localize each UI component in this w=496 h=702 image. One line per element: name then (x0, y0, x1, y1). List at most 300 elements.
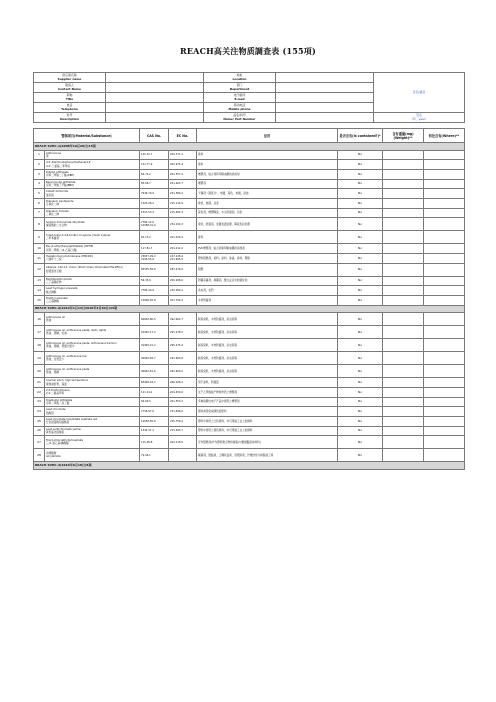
info-label (34, 93, 106, 103)
substance-cell (45, 378, 140, 388)
info-label-en: Mobile phone (228, 106, 251, 111)
contained-select[interactable]: No (338, 218, 383, 231)
contained-select[interactable]: No (338, 286, 383, 296)
ec-number: 204-118-5 (169, 436, 197, 449)
application-text: 生产乙甲酸盐产物和炸药之增塑剂 (197, 387, 338, 397)
where-input[interactable] (424, 244, 465, 254)
section-title: REACH SVHC-1(2008年10月28日)15项 (34, 143, 465, 151)
substance-name: Bis(tributyltin)oxide (46, 277, 72, 281)
info-row (34, 73, 465, 83)
substance-cell (45, 296, 140, 306)
substance-cell (45, 387, 140, 397)
row-number: 14 (34, 286, 45, 296)
application-text: 增塑剂 (197, 179, 338, 189)
cas-number: 7784-40-9 (140, 286, 169, 296)
substance-name: Cobalt dichloride (46, 190, 68, 194)
row-number: 17 (34, 326, 45, 339)
substance-name-cn: 邻苯二甲酸二(2-乙基己)酯 (46, 248, 77, 252)
substance-cell (45, 276, 140, 286)
table-row (34, 449, 465, 462)
signature-stamp-cell[interactable]: 签名/盖章 (374, 73, 465, 113)
contained-select[interactable]: No (338, 313, 383, 326)
weight-input[interactable] (383, 296, 424, 306)
cas-number: 84-69-5 (140, 397, 169, 407)
header-use: 应用 (197, 129, 338, 143)
cas-number: 7646-79-9 (140, 189, 169, 199)
contained-select[interactable]: No (338, 449, 383, 462)
weight-input[interactable] (383, 426, 424, 436)
cas-number: 56-35-9 (140, 276, 169, 286)
ec-number: 201-622-7 (169, 179, 197, 189)
table-row (34, 417, 465, 427)
application-text: 染料，玻璃，冶金 (197, 198, 338, 208)
cas-number: 117-81-7 (140, 244, 169, 254)
application-text: 塑料中使用之红色颜料，亦可用做工业上的颜料 (197, 417, 338, 427)
application-text: 香料 (197, 231, 338, 244)
where-input[interactable] (424, 352, 465, 365)
where-input[interactable] (424, 276, 465, 286)
cas-number: 81-15-2 (140, 231, 169, 244)
contained-select[interactable]: No (338, 263, 383, 276)
substance-cell (45, 352, 140, 365)
application-text: 木材防腐剂 (197, 296, 338, 306)
section-title: REACH SVHC-3(2010年6月18日)8项 (34, 462, 465, 470)
where-input[interactable] (424, 286, 465, 296)
weight-input[interactable] (383, 198, 424, 208)
ec-number: 215-116-9 (169, 198, 197, 208)
weight-input[interactable] (383, 436, 424, 449)
weight-input[interactable] (383, 387, 424, 397)
weight-input[interactable] (383, 218, 424, 231)
substance-name-cn: 三丁基锡化物 (46, 281, 62, 285)
ec-number: 266-028-2 (169, 378, 197, 388)
ec-number (169, 449, 197, 462)
weight-input[interactable] (383, 208, 424, 218)
substance-name: Alkanes, C10-13, chloro (Short Chain Chlorinated Paraffins) (46, 266, 123, 270)
substance-cell (45, 218, 140, 231)
section-header-row (34, 143, 465, 151)
substance-name: Lead hydrogen arsenate (46, 287, 78, 291)
substance-name: Lead sulfochromate yellow (46, 427, 81, 431)
weight-input[interactable] (383, 378, 424, 388)
row-number: 2 (34, 160, 45, 170)
contained-select[interactable]: No (338, 378, 383, 388)
application-text: 着色剂，增塑陶瓷，木头防腐剂，冶金 (197, 208, 338, 218)
info-value-field[interactable] (276, 93, 374, 103)
info-label-cn: 地址 (236, 73, 243, 78)
table-row (34, 218, 465, 231)
row-number: 11 (34, 254, 45, 264)
info-label-cn: 电话 (66, 103, 73, 108)
cas-number: 1303-28-2 (140, 198, 169, 208)
info-value-field[interactable] (276, 113, 374, 123)
info-label (204, 93, 276, 103)
substance-cell (45, 189, 140, 199)
ec-number: 231-589-4 (169, 189, 197, 199)
weight-input[interactable] (383, 231, 424, 244)
contained-select[interactable]: No (338, 231, 383, 244)
info-row (34, 113, 465, 123)
substance-name-cn: 邻苯二甲酸二异丁酯 (46, 401, 70, 405)
info-label-cn: 品名/料号 (233, 113, 246, 118)
ec-number: 204-211-0 (169, 244, 197, 254)
info-label-en: E-mail (234, 96, 245, 101)
contained-select[interactable]: No (338, 326, 383, 339)
ec-number: 204-450-0 (169, 387, 197, 397)
where-input[interactable] (424, 179, 465, 189)
application-text: PVC增塑剂，粘合剂和印刷油墨的添加剂 (197, 244, 338, 254)
contained-select[interactable]: No (338, 276, 383, 286)
header-ec: EC No. (169, 129, 197, 143)
supplier-info-table (33, 72, 465, 123)
info-value-field[interactable] (276, 73, 374, 83)
row-number: 26 (34, 426, 45, 436)
substance-cell (45, 326, 140, 339)
table-row (34, 254, 465, 264)
weight-input[interactable] (383, 365, 424, 378)
where-input[interactable] (424, 426, 465, 436)
cas-number: 101-77-9 (140, 160, 169, 170)
contained-select[interactable]: No (338, 169, 383, 179)
table-row (34, 208, 465, 218)
application-text: 染料，防腐剂，金属表面处理，陶瓷色彩处理 (197, 218, 338, 231)
substance-name-cn: 三乙基砷酸 (46, 300, 59, 304)
where-input[interactable] (424, 263, 465, 276)
info-label-en: Contact Name (58, 86, 81, 91)
contained-select[interactable]: No (338, 254, 383, 264)
substance-cell (45, 426, 140, 436)
substance-name-cn: 铬酸铅 (46, 411, 54, 415)
application-text: 塑料中使用之黄色颜料，亦可用做工业上的颜料 (197, 426, 338, 436)
where-input[interactable] (424, 231, 465, 244)
where-input[interactable] (424, 436, 465, 449)
info-label-cn: 供应商名称 (62, 73, 77, 78)
where-input[interactable] (424, 189, 465, 199)
table-row (34, 339, 465, 352)
svhc-table (33, 128, 465, 470)
info-label-en: Telephone (61, 106, 78, 111)
row-number: 8 (34, 218, 45, 231)
section-header-row (34, 305, 465, 313)
weight-input[interactable] (383, 254, 424, 264)
section-header-row (34, 462, 465, 470)
table-header-row (34, 129, 465, 143)
weight-input[interactable] (383, 339, 424, 352)
table-row (34, 150, 465, 160)
table-row (34, 179, 465, 189)
row-number: 22 (34, 387, 45, 397)
substance-cell (45, 436, 140, 449)
weight-input[interactable] (383, 326, 424, 339)
weight-input[interactable] (383, 169, 424, 179)
row-number: 5 (34, 189, 45, 199)
application-text: 制造染料，木材防腐剂，杀虫剂等 (197, 313, 338, 326)
substance-name-cn: 三(2-氯乙基)磷酸酯 (46, 442, 69, 446)
where-input[interactable] (424, 150, 465, 160)
substance-name: 4,4'-Diaminodiphenylmethane(4,4' (46, 161, 92, 165)
info-value-field[interactable] (106, 73, 204, 83)
info-label-en: Location (232, 76, 247, 81)
where-input[interactable] (424, 387, 465, 397)
contained-select[interactable]: No (338, 244, 383, 254)
weight-input[interactable] (383, 276, 424, 286)
contained-select[interactable]: No (338, 179, 383, 189)
contained-select[interactable]: No (338, 198, 383, 208)
ec-number: 292-602-7 (169, 313, 197, 326)
header-cas: CAS No. (140, 129, 169, 143)
info-label-cn: 部门 (236, 83, 243, 88)
header-where: 何处含有(Where)** (424, 129, 465, 143)
info-label-cn: 联络人 (65, 83, 74, 88)
substance-cell (45, 208, 140, 218)
application-text: 染料 (197, 160, 338, 170)
section-title: REACH SVHC-2(2010年1月13日2010年3月30日)15项 (34, 305, 465, 313)
cas-number: 115-96-8 (140, 436, 169, 449)
where-input[interactable] (424, 397, 465, 407)
row-number: 12 (34, 263, 45, 276)
substance-cell (45, 407, 140, 417)
weight-input[interactable] (383, 263, 424, 276)
contained-select[interactable]: No (338, 365, 383, 378)
where-input[interactable] (424, 296, 465, 306)
ec-number: 215-481-4 (169, 208, 197, 218)
contained-select[interactable]: No (338, 189, 383, 199)
weight-input[interactable] (383, 449, 424, 462)
table-row (34, 313, 465, 326)
substance-name-cn: 蒽油，蒽糊 (46, 371, 59, 375)
info-value-field[interactable] (106, 83, 204, 93)
cas-number: 90640-82-7 (140, 352, 169, 365)
weight-input[interactable] (383, 417, 424, 427)
row-number: 19 (34, 352, 45, 365)
row-number: 4 (34, 179, 45, 189)
substance-name: Bis (2-ethyl(hexyl)phthalate) (DEHP) (46, 245, 94, 249)
substance-name: Tris(2-chloroethyl)phosphate (46, 439, 84, 443)
row-number: 10 (34, 244, 45, 254)
info-label-cn: 职称 (66, 93, 73, 98)
ec-number: 200-268-0 (169, 276, 197, 286)
weight-input[interactable] (383, 244, 424, 254)
application-text: 染料 (197, 150, 338, 160)
substance-name: 2,4-Dinitrotoluene (46, 388, 70, 392)
cas-number: 90640-80-5 (140, 313, 169, 326)
cas-number: 7758-97-6 (140, 407, 169, 417)
info-label-cn: 电子邮件 (233, 93, 246, 98)
weight-input[interactable] (383, 286, 424, 296)
contained-select[interactable]: No (338, 339, 383, 352)
substance-name: Benzyl butyl phthalate (46, 180, 76, 184)
substance-name: 5-tert-butyl-2,4,6-trinitro-m-xylene (musk xylene) (46, 234, 111, 238)
contained-select[interactable]: No (338, 436, 383, 449)
substance-cell (45, 263, 140, 276)
table-row (34, 169, 465, 179)
substance-name: Lead chromate molybdate sulphate red (46, 418, 98, 422)
application-text: 制造染料，木材防腐剂，杀虫剂等 (197, 352, 338, 365)
application-text: 防霉杀菌剂，抑霉剂，聚合反应中的催化剂 (197, 276, 338, 286)
ec-number: 295-275-9 (169, 339, 197, 352)
substance-name: Coal tar pitch, high temperature (46, 379, 88, 383)
substance-cell (45, 449, 140, 462)
weight-input[interactable] (383, 313, 424, 326)
cas-number: 91995-17-4 (140, 326, 169, 339)
info-label-en: Department (229, 86, 250, 91)
where-input[interactable] (424, 208, 465, 218)
cas-number: 25637-99-4 3194-55-6 (140, 254, 169, 264)
substance-name-cn: 4,4'-二氨基二苯甲烷 (46, 164, 70, 168)
where-input[interactable] (424, 160, 465, 170)
info-value-field[interactable] (106, 103, 204, 113)
substance-name-cn: 蒽油 (46, 319, 52, 323)
where-input[interactable] (424, 339, 465, 352)
ec-number: 247-148-4 221-695-9 (169, 254, 197, 264)
ec-number: 231-846-0 (169, 407, 197, 417)
substance-name: Dibutyl phthalate (46, 170, 69, 174)
cas-number: 15606-95-8 (140, 296, 169, 306)
table-row (34, 198, 465, 208)
substance-cell (45, 254, 140, 264)
info-label-en: Title (65, 96, 74, 101)
substance-name-cn: 重铬酸钠二水合物 (46, 224, 67, 228)
weight-input[interactable] (383, 160, 424, 170)
where-input[interactable] (424, 218, 465, 231)
contained-select[interactable]: No (338, 397, 383, 407)
contained-select[interactable]: No (338, 352, 383, 365)
ec-number: 287-476-5 (169, 263, 197, 276)
cas-number: 120-12-7 (140, 150, 169, 160)
row-number: 6 (34, 198, 45, 208)
substance-name-cn: 邻苯二甲酸丁苄酯(BBP) (46, 183, 74, 187)
substance-name-cn: 蒽油，含蒽量少 (46, 358, 65, 362)
weight-input[interactable] (383, 397, 424, 407)
where-input[interactable] (424, 449, 465, 462)
row-number: 28 (34, 449, 45, 462)
contained-select[interactable]: No (338, 296, 383, 306)
weight-input[interactable] (383, 407, 424, 417)
ec-number: 204-371-1 (169, 150, 197, 160)
application-text: 制造染料，木材防腐剂，杀虫剂等 (197, 326, 338, 339)
where-input[interactable] (424, 407, 465, 417)
substance-cell (45, 179, 140, 189)
substance-name-cn: 邻苯二甲酸二丁酯(DBP) (46, 174, 75, 178)
application-text: 多种消费性电子产品中使用之增塑剂 (197, 397, 338, 407)
table-row (34, 276, 465, 286)
table-row (34, 286, 465, 296)
where-input[interactable] (424, 313, 465, 326)
page-title: REACH高关注物质調查表 (155項) (180, 46, 316, 56)
table-row (34, 378, 465, 388)
contained-select[interactable]: No (338, 426, 383, 436)
substance-name-cn: 蒽 (46, 154, 49, 158)
substance-name-cn: 蒽油，蒽糊，轻油 (46, 332, 67, 336)
application-text: 用于涂料，防腐层 (197, 378, 338, 388)
table-row (34, 365, 465, 378)
row-number: 1 (34, 150, 45, 160)
application-text: 塑料阻燃剂，染料，涂料，涂漆，涂料，塑胶 (197, 254, 338, 264)
substance-name-cn: 六溴环十二烷 (46, 258, 62, 262)
ec-number: 202-974-4 (169, 160, 197, 170)
info-value-field[interactable] (276, 103, 374, 113)
info-value-field[interactable] (106, 113, 204, 123)
substance-name-cn: 酸式砷酸 (46, 290, 57, 294)
where-input[interactable] (424, 198, 465, 208)
info-label (204, 113, 276, 123)
application-text: 杀虫剂，农药 (197, 286, 338, 296)
substance-name: Triethyl arsenate (46, 297, 68, 301)
cas-number: 1327-53-3 (140, 208, 169, 218)
substance-name-cn: 煤焦油沥青，高温 (46, 382, 67, 386)
contained-select[interactable]: No (338, 150, 383, 160)
table-row (34, 296, 465, 306)
application-text: 絮凝剂，胶黏剂，土壤改良剂，造纸助剂，纤维改性与树脂加工等 (197, 449, 338, 462)
row-number: 16 (34, 313, 45, 326)
table-row (34, 426, 465, 436)
row-number: 9 (34, 231, 45, 244)
row-number: 7 (34, 208, 45, 218)
ec-number: 232-064-2 (169, 286, 197, 296)
substance-name: Anthracene oil, anthracene paste, distn. lights (46, 328, 107, 332)
table-row (34, 326, 465, 339)
table-row (34, 263, 465, 276)
cas-number: 65996-93-2 (140, 378, 169, 388)
ec-number: 295-278-5 (169, 326, 197, 339)
where-input[interactable] (424, 326, 465, 339)
application-text: 干燥剂（湿度计），电镀，着色，电镀，涂装 (197, 189, 338, 199)
info-value-field[interactable] (106, 93, 204, 103)
substance-name: Anthracene oil, anthracene paste (46, 367, 90, 371)
substance-name-cn: 黄色硫化铬酸铅 (46, 431, 65, 435)
where-input[interactable] (424, 254, 465, 264)
weight-input[interactable] (383, 189, 424, 199)
substance-name: Anthracene (46, 151, 61, 155)
substance-cell (45, 365, 140, 378)
application-text: 增塑剂，粘合剂和印刷油墨的添加剂 (197, 169, 338, 179)
where-input[interactable] (424, 417, 465, 427)
weight-input[interactable] (383, 179, 424, 189)
row-number: 18 (34, 339, 45, 352)
substance-name: Anthracene oil (46, 315, 65, 319)
substance-cell (45, 150, 140, 160)
info-label (204, 83, 276, 93)
weight-input[interactable] (383, 352, 424, 365)
substance-name-cn: 2,4-二硝基甲苯 (46, 392, 65, 396)
contained-select[interactable]: No (338, 160, 383, 170)
substance-name-cn: 蒽油，蒽糊，蒽馏分组分 (46, 345, 75, 349)
ec-number: 235-759-9 (169, 417, 197, 427)
signature-date-cell[interactable]: 签名 （年、year） (374, 113, 465, 123)
where-input[interactable] (424, 378, 465, 388)
substance-cell (45, 169, 140, 179)
header-contained: 是否含有(Is contained?)* (338, 129, 383, 143)
substance-cell (45, 244, 140, 254)
substance-name-cn: 氯化钴 (46, 193, 54, 197)
where-input[interactable] (424, 169, 465, 179)
row-number: 21 (34, 378, 45, 388)
where-input[interactable] (424, 365, 465, 378)
ec-number: 201-553-2 (169, 397, 197, 407)
info-value-field[interactable] (276, 83, 374, 93)
info-label (204, 103, 276, 113)
contained-select[interactable]: No (338, 407, 383, 417)
row-number: 23 (34, 397, 45, 407)
contained-select[interactable]: No (338, 387, 383, 397)
contained-select[interactable]: No (338, 208, 383, 218)
table-row (34, 231, 465, 244)
table-row (34, 352, 465, 365)
cas-number: 79-06-1 (140, 449, 169, 462)
info-label (34, 83, 106, 93)
contained-select[interactable]: No (338, 417, 383, 427)
weight-input[interactable] (383, 150, 424, 160)
